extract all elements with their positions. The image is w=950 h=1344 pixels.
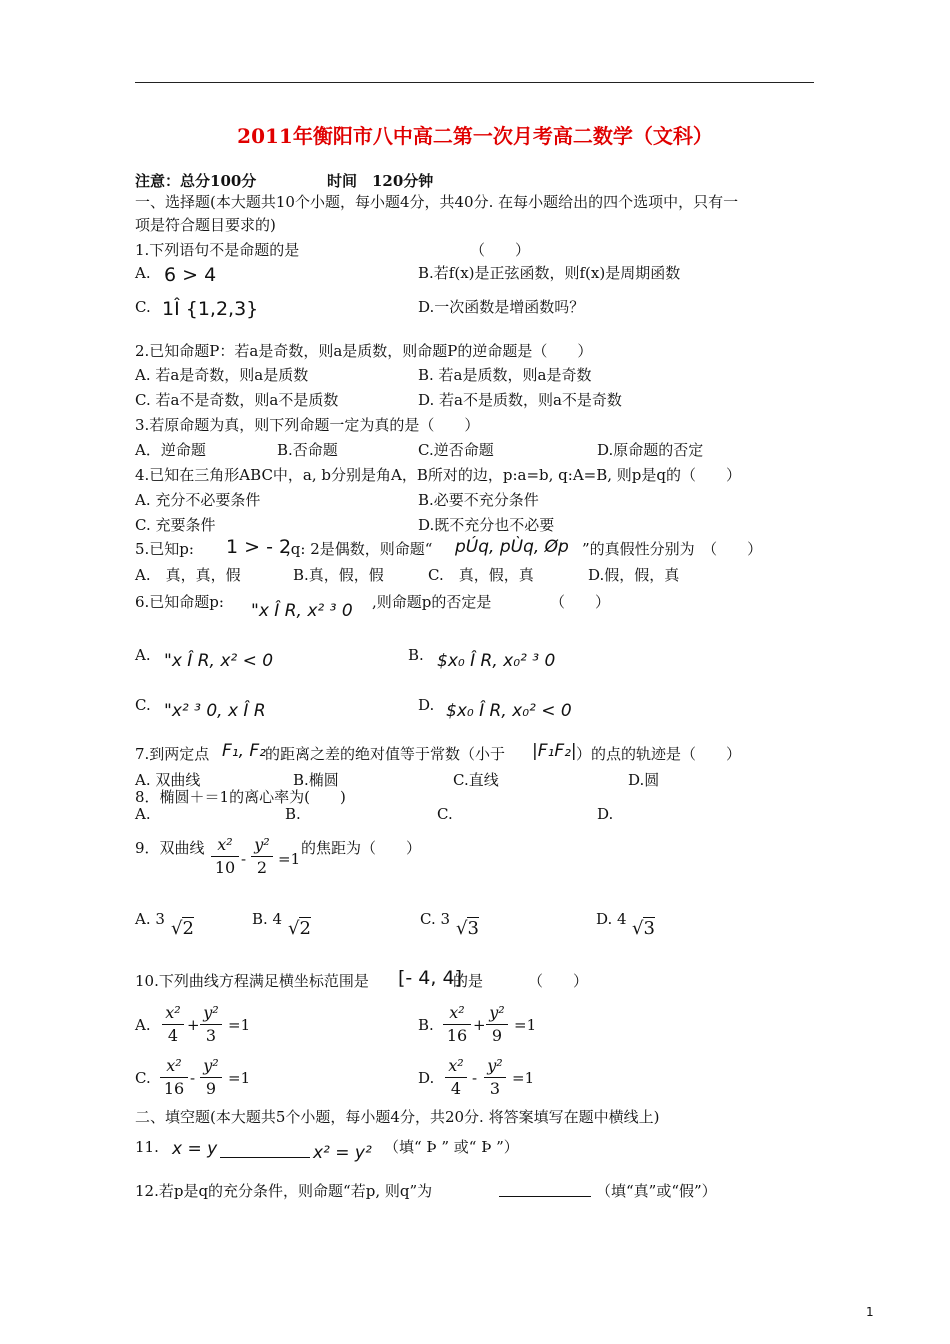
q4-stem: 4.已知在三角形ABC中，a, b分别是角A，B所对的边，p:a=b, q:A=B, 则p是q的（ ） xyxy=(135,466,741,484)
q1-option-d: D.一次函数是增函数吗？ xyxy=(418,298,585,316)
q2-option-d: D. 若a不是质数，则a不是奇数 xyxy=(418,391,622,409)
q3-option-a: A．逆命题 xyxy=(135,441,206,459)
q7-stem-pre: 7.到两定点 xyxy=(135,745,210,763)
q9-stem-pre: 9．双曲线 xyxy=(135,839,205,857)
q7-stem-post: ）的点的轨迹是（ ） xyxy=(576,745,742,763)
q8-option-b: B. xyxy=(285,805,301,823)
q12-hint: （填“真”或“假”） xyxy=(596,1182,717,1200)
q10-c-num1: x² xyxy=(166,1056,182,1075)
q5-stem-mid: ,q: 2是偶数，则命题“ xyxy=(286,540,433,558)
q1-option-a-math: 6 > 4 xyxy=(164,264,217,286)
q4-option-b: B.必要不充分条件 xyxy=(418,491,539,509)
q10-d-eq: =1 xyxy=(512,1069,535,1087)
q10-option-a-frac1 xyxy=(162,1002,184,1047)
q9-option-a-radicand: 2 xyxy=(182,918,194,939)
q6-paren: （ ） xyxy=(550,593,611,611)
q1-stem: 1.下列语句不是命题的是 xyxy=(135,241,300,259)
q1-option-a-label: A. xyxy=(135,264,151,282)
q8-stem: 8．椭圆＋＝1的离心率为( ) xyxy=(135,788,346,806)
q6-option-c-math: "x² ³ 0, x Î R xyxy=(164,701,266,721)
q1-paren: （ ） xyxy=(470,241,531,259)
q10-paren: （ ） xyxy=(528,972,589,990)
q7-option-a: A. 双曲线 xyxy=(135,771,201,789)
q6-stem-pre: 6.已知命题p: xyxy=(135,593,224,611)
q9-option-a-sqrt: √2 xyxy=(171,918,194,939)
q7-option-d: D.圆 xyxy=(628,771,660,789)
q5-stem-pre: 5.已知p: xyxy=(135,540,194,558)
section1-heading-line1: 一、选择题(本大题共10个小题，每小题4分，共40分. 在每小题给出的四个选项中，只有一 xyxy=(135,193,739,211)
q2-option-a: A. 若a是奇数，则a是质数 xyxy=(135,366,309,384)
q4-option-d: D.既不充分也不必要 xyxy=(418,516,555,534)
q10-option-d-frac1 xyxy=(445,1055,467,1100)
q1-option-b: B.若f(x)是正弦函数，则f(x)是周期函数 xyxy=(418,264,681,282)
q10-option-a-frac2 xyxy=(200,1002,222,1047)
q1-option-c-label: C. xyxy=(135,298,151,316)
q10-stem-post: 的是 xyxy=(453,972,484,990)
q9-den1: 10 xyxy=(214,858,236,877)
q10-option-d-frac2 xyxy=(484,1055,506,1100)
q4-option-c: C. 充要条件 xyxy=(135,516,216,534)
q10-option-c-frac2 xyxy=(200,1055,222,1100)
q2-stem: 2.已知命题P：若a是奇数，则a是质数，则命题P的逆命题是（ ） xyxy=(135,342,593,360)
q10-b-num2: y² xyxy=(489,1003,505,1022)
q10-c-num2: y² xyxy=(203,1056,219,1075)
q10-a-den1: 4 xyxy=(167,1026,179,1045)
q6-option-a-math: "x Î R, x² < 0 xyxy=(164,651,274,671)
q9-den2: 2 xyxy=(256,858,268,877)
q6-option-b-label: B. xyxy=(408,646,424,664)
q10-a-eq: =1 xyxy=(228,1016,251,1034)
q7-stem-mid: 的距离之差的绝对值等于常数（小于 xyxy=(265,745,506,763)
q9-stem-post: 的焦距为（ ） xyxy=(301,839,422,857)
q11-hint: （填“ Þ ” 或“ Þ ”） xyxy=(384,1138,519,1156)
q6-option-c-label: C. xyxy=(135,696,151,714)
q9-num1: x² xyxy=(217,835,233,854)
q6-stem-post: ,则命题p的否定是 xyxy=(372,593,492,611)
q10-c-den2: 9 xyxy=(205,1079,217,1098)
q6-p-math: "x Î R, x² ³ 0 xyxy=(251,601,353,621)
q9-option-c-radicand: 3 xyxy=(467,918,479,939)
q8-option-a: A. xyxy=(135,805,151,823)
q10-stem-pre: 10.下列曲线方程满足横坐标范围是 xyxy=(135,972,369,990)
q10-option-c-label: C. xyxy=(135,1069,151,1087)
q10-option-d-label: D. xyxy=(418,1069,435,1087)
q7-option-c: C.直线 xyxy=(453,771,499,789)
q9-fraction-x xyxy=(211,834,239,879)
page-number: 1 xyxy=(866,1305,874,1319)
q5-option-a: A. 真，真，假 xyxy=(135,566,241,584)
q10-d-den1: 4 xyxy=(450,1079,462,1098)
q9-option-a: A. 3 xyxy=(135,910,165,928)
q5-option-d: D.假，假，真 xyxy=(588,566,680,584)
q10-a-op: + xyxy=(187,1016,200,1034)
q7-points-math: F₁, F₂ xyxy=(222,741,266,761)
q12-answer-line xyxy=(499,1196,591,1197)
q2-option-c: C. 若a不是奇数，则a不是质数 xyxy=(135,391,339,409)
q11-rhs-math: x² = y² xyxy=(313,1143,372,1163)
q9-option-b-sqrt: √2 xyxy=(288,918,311,939)
q10-c-op: - xyxy=(190,1069,196,1087)
q5-p-math: 1 > - 2 xyxy=(226,536,292,558)
q10-b-den1: 16 xyxy=(446,1026,468,1045)
q8-option-c: C. xyxy=(437,805,453,823)
q7-option-b: B.椭圆 xyxy=(293,771,339,789)
q10-a-num2: y² xyxy=(203,1003,219,1022)
q3-option-c: C.逆否命题 xyxy=(418,441,494,459)
q10-option-b-frac2 xyxy=(486,1002,508,1047)
q6-option-a-label: A. xyxy=(135,646,151,664)
q10-option-a-label: A. xyxy=(135,1016,151,1034)
q10-b-eq: =1 xyxy=(514,1016,537,1034)
q9-option-c: C. 3 xyxy=(420,910,451,928)
q3-option-d: D.原命题的否定 xyxy=(597,441,704,459)
q10-a-den2: 3 xyxy=(205,1026,217,1045)
notice-score: 注意：总分100分 xyxy=(135,172,257,190)
q10-option-c-frac1 xyxy=(160,1055,188,1100)
q3-option-b: B.否命题 xyxy=(277,441,338,459)
q8-option-d: D. xyxy=(597,805,614,823)
q5-option-c: C. 真，假，真 xyxy=(428,566,534,584)
q9-option-b: B. 4 xyxy=(252,910,283,928)
q11-lhs-math: x = y xyxy=(172,1139,218,1159)
q10-b-op: + xyxy=(473,1016,486,1034)
q9-eq: =1 xyxy=(278,850,301,868)
section2-heading: 二、填空题(本大题共5个小题，每小题4分，共20分. 将答案填写在题中横线上) xyxy=(135,1108,660,1126)
q6-option-d-label: D. xyxy=(418,696,435,714)
q12-stem: 12.若p是q的充分条件，则命题“若p, 则q”为 xyxy=(135,1182,433,1200)
q10-d-num2: y² xyxy=(487,1056,503,1075)
q10-range-math: [- 4, 4] xyxy=(398,967,462,989)
q10-option-b-label: B. xyxy=(418,1016,434,1034)
q11-number: 11. xyxy=(135,1138,159,1156)
q10-d-num1: x² xyxy=(448,1056,464,1075)
q9-option-c-sqrt: √3 xyxy=(456,918,479,939)
q11-answer-line xyxy=(220,1157,310,1158)
q10-b-num1: x² xyxy=(449,1003,465,1022)
q3-stem: 3.若原命题为真，则下列命题一定为真的是（ ） xyxy=(135,416,480,434)
q5-option-b: B.真，假，假 xyxy=(293,566,384,584)
q1-option-c-math: 1Î {1,2,3} xyxy=(162,298,259,320)
notice-time: 时间 120分钟 xyxy=(327,172,434,190)
header-rule xyxy=(135,82,814,83)
q10-c-eq: =1 xyxy=(228,1069,251,1087)
q10-b-den2: 9 xyxy=(491,1026,503,1045)
q4-option-a: A. 充分不必要条件 xyxy=(135,491,261,509)
q5-stem-post: ”的真假性分别为 （ ） xyxy=(582,540,763,558)
page-title: 2011年衡阳市八中高二第一次月考高二数学（文科） xyxy=(237,124,713,148)
section1-heading-line2: 项是符合题目要求的) xyxy=(135,216,276,234)
q6-option-d-math: $x₀ Î R, x₀² < 0 xyxy=(446,701,572,721)
q9-option-d: D. 4 xyxy=(596,910,627,928)
q10-option-b-frac1 xyxy=(443,1002,471,1047)
q9-option-d-radicand: 3 xyxy=(643,918,655,939)
q10-d-op: - xyxy=(472,1069,478,1087)
q10-d-den2: 3 xyxy=(489,1079,501,1098)
q9-fraction-y xyxy=(251,834,273,879)
q9-minus: - xyxy=(241,850,247,868)
q6-option-b-math: $x₀ Î R, x₀² ³ 0 xyxy=(437,651,556,671)
q9-option-b-radicand: 2 xyxy=(299,918,311,939)
q10-c-den1: 16 xyxy=(163,1079,185,1098)
q9-option-d-sqrt: √3 xyxy=(632,918,655,939)
q2-option-b: B. 若a是质数，则a是奇数 xyxy=(418,366,592,384)
q10-a-num1: x² xyxy=(165,1003,181,1022)
q5-expr-math: pÚq, pÙq, Øp xyxy=(455,537,569,557)
q7-abs-math: |F₁F₂| xyxy=(532,741,577,761)
q9-num2: y² xyxy=(254,835,270,854)
